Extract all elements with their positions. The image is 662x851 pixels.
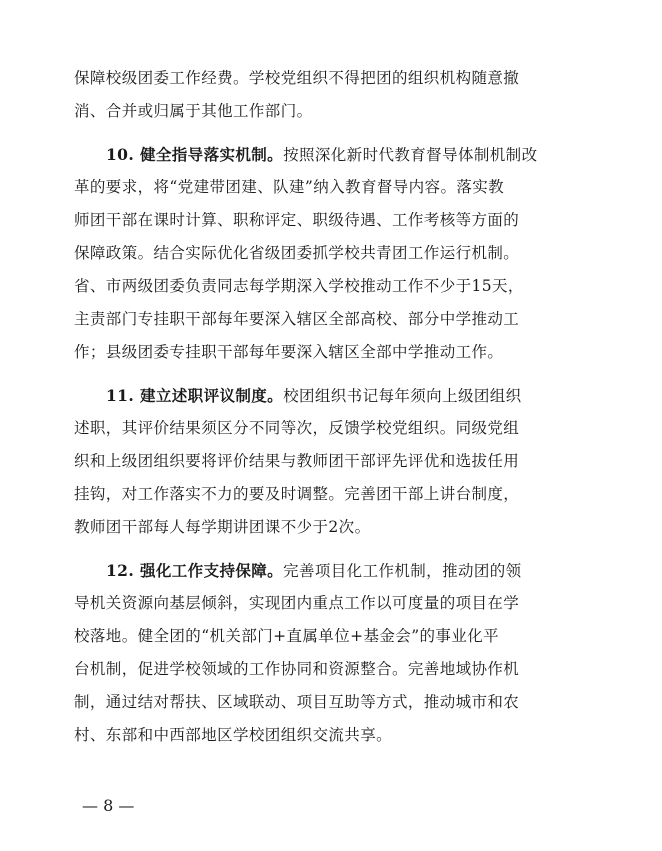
paragraph-10 (74, 138, 586, 369)
text-line: 保障政策。结合实际优化省级团委抓学校共青团工作运行机制。 (74, 244, 520, 262)
text-line: 省、市两级团委负责同志每学期深入学校推动工作不少于15天， (74, 277, 524, 295)
document-body (74, 62, 586, 752)
paragraph-first-line (74, 379, 586, 412)
paragraph-12 (74, 554, 586, 752)
text-line: 师团干部在课时计算、职称评定、职级待遇、工作考核等方面的 (74, 211, 520, 229)
text-line: 校落地。健全团的“机关部门+直属单位+基金会”的事业化平 (74, 627, 500, 645)
section-heading-12: 12. 强化工作支持保障。 (106, 561, 284, 580)
text-line: 挂钩，对工作落实不力的要及时调整。完善团干部上讲台制度， (74, 485, 520, 503)
text-line: 主责部门专挂职干部每年要深入辖区全部高校、部分中学推动工 (74, 310, 520, 328)
text-line: 革的要求，将“党建带团建、队建”纳入教育督导内容。落实教 (74, 178, 505, 196)
text-line: 作；县级团委专挂职干部每年要深入辖区全部中学推动工作。 (74, 343, 504, 361)
paragraph-first-line (74, 138, 586, 171)
text-line: 制，通过结对帮扶、区域联动、项目互助等方式，推动城市和农 (74, 693, 520, 711)
text-line: 村、东部和中西部地区学校团组织交流共享。 (74, 726, 393, 744)
text-line: 织和上级团组织要将评价结果与教师团干部评先评优和选拔任用 (74, 452, 520, 470)
text-line: 台机制，促进学校领域的工作协同和资源整合。完善地域协作机 (74, 660, 520, 678)
text-run: 按照深化新时代教育督导体制机制改 (283, 146, 538, 164)
paragraph-gap (74, 128, 586, 138)
text-run: 校团组织书记每年须向上级团组织 (283, 387, 522, 405)
paragraph-continued (74, 62, 586, 128)
section-heading-11: 11. 建立述职评议制度。 (106, 386, 284, 405)
section-heading-10: 10. 健全指导落实机制。 (106, 145, 284, 164)
paragraph-gap (74, 369, 586, 379)
paragraph-11 (74, 379, 586, 544)
paragraph-first-line (74, 554, 586, 587)
page-number: — 8 — (82, 796, 135, 815)
text-line: 保障校级团委工作经费。学校党组织不得把团的组织机构随意撤 (74, 69, 520, 87)
paragraph-gap (74, 544, 586, 554)
text-line: 消、合并或归属于其他工作部门。 (74, 102, 313, 120)
text-line: 导机关资源向基层倾斜，实现团内重点工作以可度量的项目在学 (74, 594, 520, 612)
text-line: 述职，其评价结果须区分不同等次，反馈学校党组织。同级党组 (74, 419, 520, 437)
text-run: 完善项目化工作机制，推动团的领 (283, 562, 522, 580)
text-line: 教师团干部每人每学期讲团课不少于2次。 (74, 518, 371, 536)
